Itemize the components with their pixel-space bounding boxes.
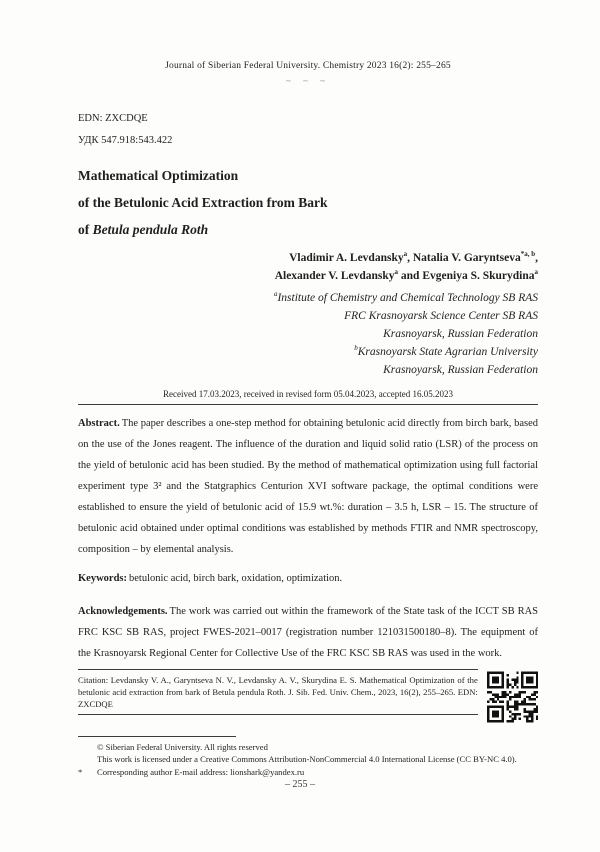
acknowledgements bbox=[78, 601, 538, 664]
article-title bbox=[78, 162, 538, 243]
affiliation-line: $^b$Krasnoyarsk State Agrarian University bbox=[354, 344, 538, 358]
article-title-line3: of Betula pendula Roth bbox=[78, 222, 209, 237]
abstract-text: The paper describes a one-step method for obtaining betulonic acid directly from birch bark, based on the use of the Jones reagent. The influence of the duration and liquid solid ratio (LSR) of the process on the yield of betulonic acid has been studied. By the method of mathematical optimization using full factorial experiment type 3² and the Statgraphics Centurion XVI software package, the optimal conditions were established to ensure the yield of betulonic acid of 15.9 wt.%: duration – 3.5 h, LSR – 15. The structure of betulonic acid obtained under optimal conditions was established by methods FTIR and NMR spectroscopy, composition – by elemental analysis. bbox=[78, 418, 538, 555]
udk-code: УДК 547.918:543.422 bbox=[78, 135, 173, 146]
divider-rule bbox=[78, 404, 538, 405]
abstract bbox=[78, 413, 538, 560]
received-dates: Received 17.03.2023, received in revised form 05.04.2023, accepted 16.05.2023 bbox=[163, 389, 453, 399]
journal-header: Journal of Siberian Federal University. Chemistry 2023 16(2): 255–265 bbox=[165, 61, 451, 71]
qr-code-icon bbox=[487, 670, 538, 724]
abstract-label: Abstract. bbox=[78, 418, 120, 429]
article-title-line1: Mathematical Optimization bbox=[78, 168, 239, 183]
page-content bbox=[78, 0, 538, 724]
tilde-separator: ~ ~ ~ bbox=[285, 76, 331, 86]
citation-label: Citation: bbox=[78, 675, 109, 685]
citation-block bbox=[78, 669, 538, 724]
citation-text: Citation: Levdansky V. A., Garyntseva N. V., Levdansky A. V., Skurydina E. S. Mathematical Optimization of the betulonic acid extraction from bark of Betula pendula Roth. J. Sib. Fed. Univ. Chem., 2023, 16(2), 255–265. EDN: ZXCDQE bbox=[78, 669, 478, 715]
page-number: – 255 – bbox=[285, 779, 315, 790]
affiliations-block bbox=[78, 289, 538, 379]
edn-code: EDN: ZXCDQE bbox=[78, 113, 148, 124]
affiliation-line: Krasnoyarsk, Russian Federation bbox=[383, 364, 538, 376]
affiliation-line: Krasnoyarsk, Russian Federation bbox=[383, 328, 538, 340]
authors-block bbox=[78, 250, 538, 285]
authors-line2: Alexander V. Levdansky$^a$ and Evgeniya S. Skurydina$^a$ bbox=[274, 267, 538, 282]
copyright-line: © Siberian Federal University. All rights reserved bbox=[97, 742, 268, 752]
acknowledgements-text: The work was carried out within the framework of the State task of the ICCT SB RAS FRC KSC SB RAS, project FWES-2021–0017 (registration number 121031500180–8). The equipment of the Krasnoyarsk Regional Center for Collective Use of the FRC KSC SB RAS was used in the work. bbox=[78, 606, 538, 659]
footer-notes bbox=[78, 736, 538, 778]
affiliation-line: $^a$Institute of Chemistry and Chemical Technology SB RAS bbox=[273, 290, 538, 304]
keywords-text: betulonic acid, birch bark, oxidation, optimization. bbox=[129, 573, 343, 584]
keywords bbox=[78, 568, 538, 589]
license-line: This work is licensed under a Creative Commons Attribution-NonCommercial 4.0 International License (CC BY-NC 4.0). bbox=[97, 754, 517, 765]
footnote-rule bbox=[78, 736, 236, 737]
article-title-line2: of the Betulonic Acid Extraction from Bark bbox=[78, 195, 328, 210]
acknowledgements-label: Acknowledgements. bbox=[78, 606, 168, 617]
keywords-label: Keywords: bbox=[78, 573, 127, 584]
affiliation-line: FRC Krasnoyarsk Science Center SB RAS bbox=[344, 310, 538, 322]
asterisk-marker: * bbox=[78, 766, 83, 777]
authors-line1: Vladimir A. Levdansky$^a$, Natalia V. Garyntseva$^{*a, b}$, bbox=[289, 250, 538, 264]
corresponding-author-line: * Corresponding author E-mail address: lionshark@yandex.ru bbox=[78, 766, 305, 777]
